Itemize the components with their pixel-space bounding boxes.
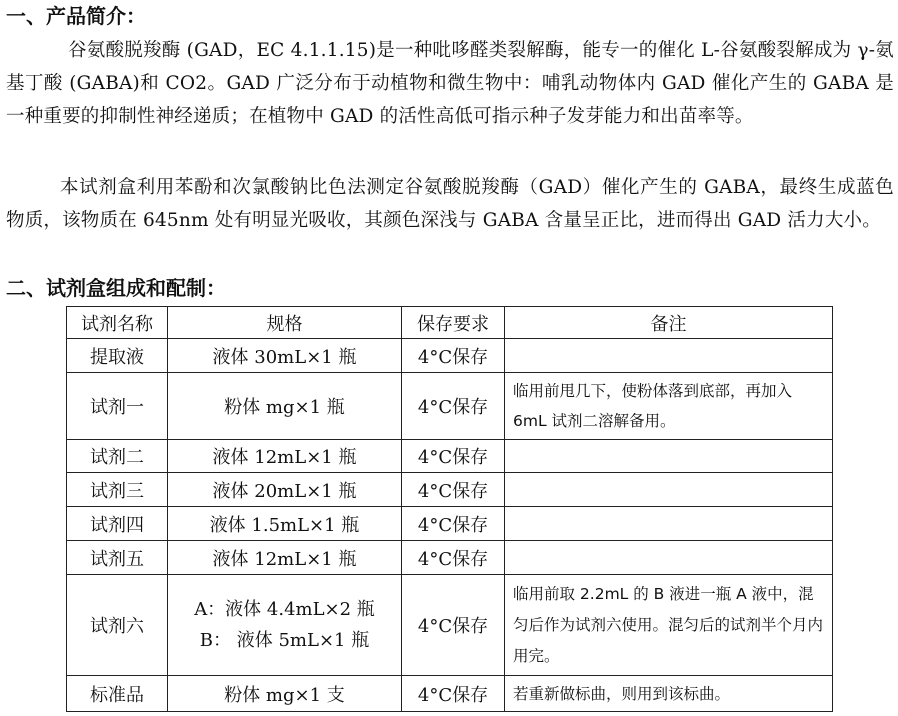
spec-cell: 液体 12mL×1 瓶 [168, 440, 402, 473]
table-row [67, 575, 833, 676]
note-cell [505, 440, 833, 473]
storage-cell: 4°C保存 [402, 473, 505, 507]
spec-cell [168, 575, 402, 676]
reagent-name-cell: 试剂六 [67, 575, 168, 676]
header-note: 备注 [505, 307, 833, 339]
spec-cell: 液体 1.5mL×1 瓶 [168, 507, 402, 541]
note-cell [505, 339, 833, 373]
spec-a-text: A：液体 4.4mL×2 瓶 [194, 599, 375, 620]
storage-cell: 4°C保存 [402, 440, 505, 473]
storage-cell: 4°C保存 [402, 339, 505, 373]
intro-paragraph-2: 本试剂盒利用苯酚和次氯酸钠比色法测定谷氨酸脱羧酶（GAD）催化产生的 GABA，最终生成蓝色物质，该物质在 645nm 处有明显光吸收，其颜色深浅与 GABA 含量呈正比，进而得出 GAD 活力大小。 [6, 177, 894, 231]
note-cell: 临用前甩几下，使粉体落到底部，再加入 6mL 试剂二溶解备用。 [505, 373, 833, 440]
reagent-table [66, 306, 833, 712]
table-header-row [67, 307, 833, 339]
spec-cell: 液体 20mL×1 瓶 [168, 473, 402, 507]
reagent-name-cell: 试剂一 [67, 373, 168, 440]
spec-cell: 液体 30mL×1 瓶 [168, 339, 402, 373]
reagent-name-cell: 标准品 [67, 676, 168, 712]
storage-cell: 4°C保存 [402, 676, 505, 712]
note-cell: 若重新做标曲，则用到该标曲。 [505, 676, 833, 712]
section-heading-kit-composition: 二、试剂盒组成和配制： [6, 276, 226, 300]
reagent-name-cell: 试剂五 [67, 541, 168, 575]
table-row [67, 440, 833, 473]
reagent-name-cell: 试剂四 [67, 507, 168, 541]
note-cell [505, 473, 833, 507]
header-reagent-name: 试剂名称 [67, 307, 168, 339]
reagent-name-cell: 试剂三 [67, 473, 168, 507]
spec-cell: 液体 12mL×1 瓶 [168, 541, 402, 575]
intro-paragraph-1: 谷氨酸脱羧酶 (GAD，EC 4.1.1.15)是一种吡哆醛类裂解酶，能专一的催化 L-谷氨酸裂解成为 γ-氨基丁酸 (GABA)和 CO2。GAD 广泛分布于动植物和微生物中：哺乳动物体内 GAD 催化产生的 GABA 是一种重要的抑制性神经递质；在植物中 GAD 的活性高低可指示种子发芽能力和出苗率等。 [6, 40, 894, 127]
table-row [67, 339, 833, 373]
spec-cell: 粉体 mg×1 瓶 [168, 373, 402, 440]
header-storage: 保存要求 [402, 307, 505, 339]
spec-cell: 粉体 mg×1 支 [168, 676, 402, 712]
table-row [67, 676, 833, 712]
reagent-name-cell: 提取液 [67, 339, 168, 373]
note-cell: 临用前取 2.2mL 的 B 液进一瓶 A 液中，混匀后作为试剂六使用。混匀后的试剂半个月内用完。 [505, 575, 833, 676]
storage-cell: 4°C保存 [402, 575, 505, 676]
spec-b-text: B： 液体 5mL×1 瓶 [199, 630, 370, 651]
note-cell [505, 507, 833, 541]
storage-cell: 4°C保存 [402, 541, 505, 575]
storage-cell: 4°C保存 [402, 507, 505, 541]
note-cell [505, 541, 833, 575]
table-row [67, 507, 833, 541]
table-row [67, 473, 833, 507]
storage-cell: 4°C保存 [402, 373, 505, 440]
section-heading-product-intro: 一、产品简介： [6, 4, 146, 28]
reagent-name-cell: 试剂二 [67, 440, 168, 473]
table-row [67, 373, 833, 440]
table-row [67, 541, 833, 575]
header-spec: 规格 [168, 307, 402, 339]
